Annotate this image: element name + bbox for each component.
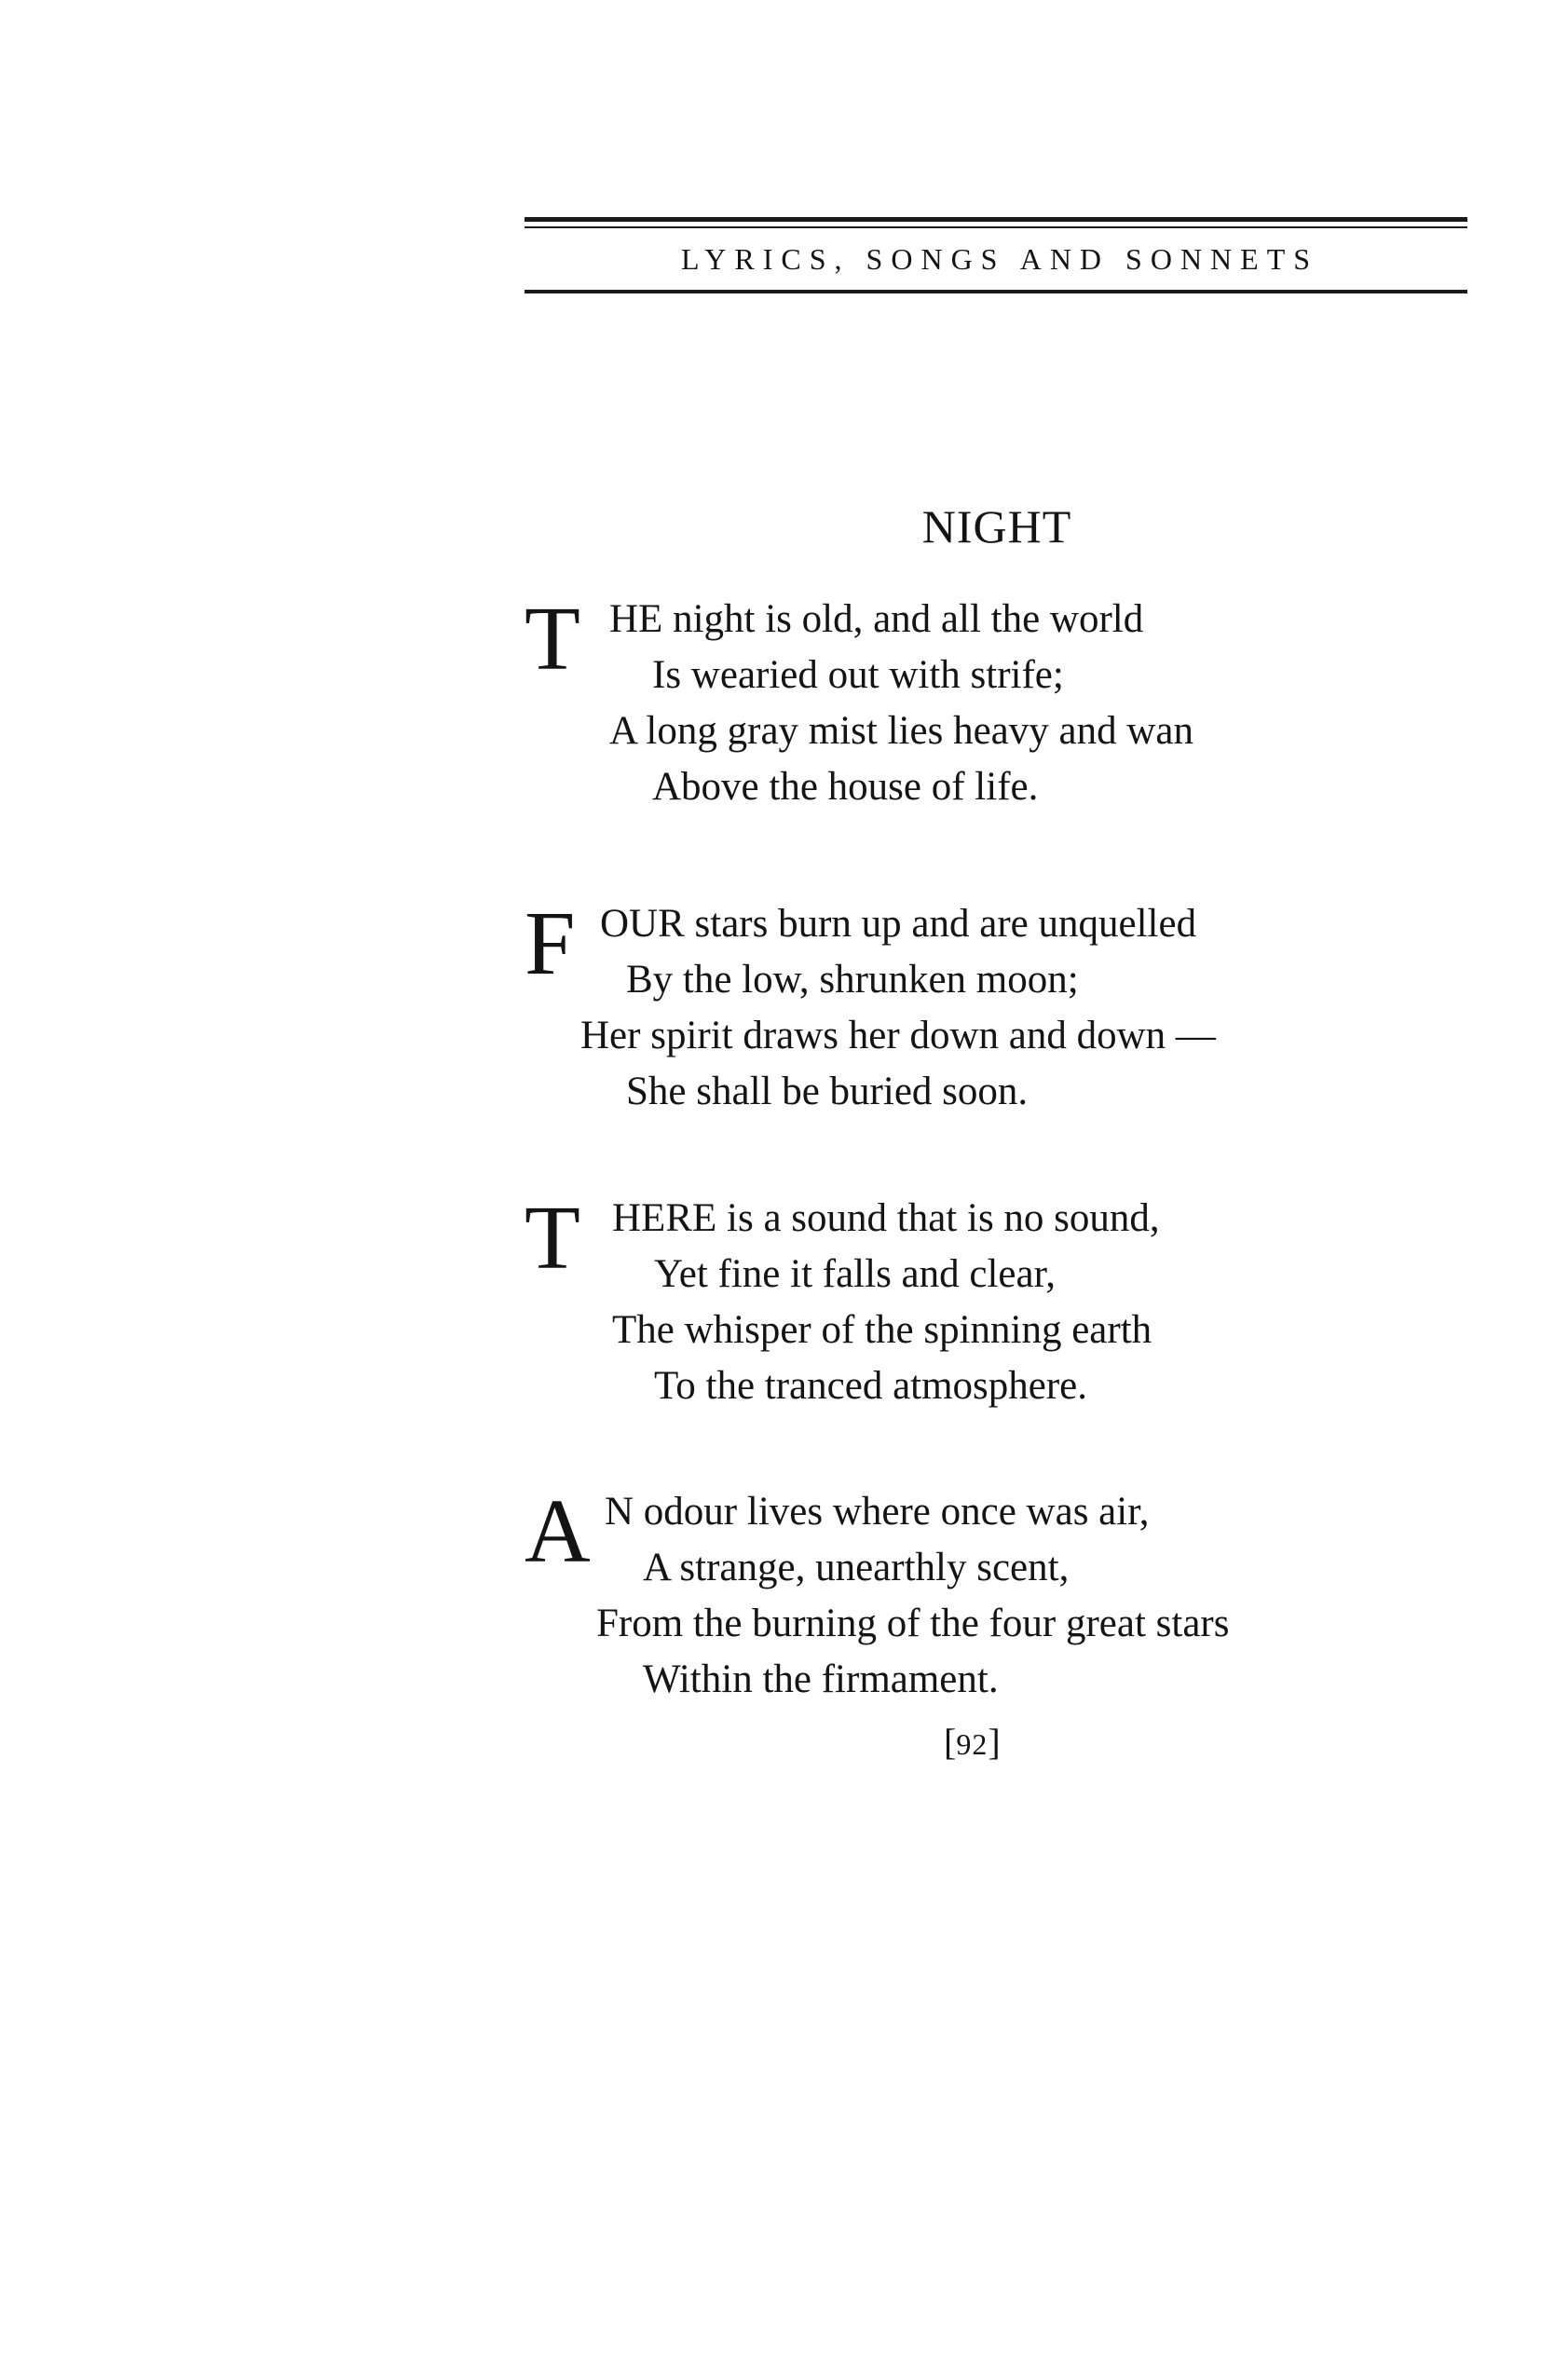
verse-line: Her spirit draws her down and down — — [580, 1014, 1216, 1057]
header-rule-top — [525, 217, 1467, 222]
drop-cap: T — [525, 589, 580, 689]
verse-line: OUR stars burn up and are unquelled — [600, 902, 1197, 946]
verse-line: To the tranced atmosphere. — [654, 1364, 1088, 1408]
poem-title: NIGHT — [921, 500, 1072, 552]
verse-line: Above the house of life. — [652, 765, 1039, 809]
verse-line: A long gray mist lies heavy and wan — [609, 709, 1193, 753]
verse-line: HERE is a sound that is no sound, — [612, 1196, 1160, 1240]
stanza-2 — [525, 893, 1456, 1129]
drop-cap: A — [525, 1481, 591, 1582]
stanza-3 — [525, 1188, 1456, 1424]
verse-line: By the low, shrunken moon; — [626, 958, 1079, 1002]
header-rule-bottom — [525, 290, 1467, 293]
folio-bracket-open: [ — [944, 1721, 957, 1763]
verse-line: She shall be buried soon. — [626, 1070, 1029, 1113]
verse-line: A strange, unearthly scent, — [643, 1546, 1070, 1589]
running-header — [525, 217, 1467, 293]
verse-line: Is wearied out with strife; — [652, 653, 1064, 697]
page-number-value: 92 — [956, 1727, 989, 1761]
drop-cap: T — [525, 1188, 580, 1289]
verse-line: Within the firmament. — [643, 1657, 999, 1701]
drop-cap: F — [525, 893, 576, 994]
verse-line: Yet fine it falls and clear, — [654, 1252, 1056, 1296]
verse-line: The whisper of the spinning earth — [612, 1308, 1152, 1352]
running-title: LYRICS, SONGS AND SONNETS — [680, 242, 1319, 276]
verse-line: HE night is old, and all the world — [609, 597, 1144, 641]
verse-line: From the burning of the four great stars — [596, 1602, 1230, 1645]
verse-line: N odour lives where once was air, — [605, 1490, 1150, 1534]
folio-bracket-close: ] — [988, 1721, 1001, 1763]
stanza-4 — [525, 1481, 1503, 1717]
page-number — [944, 1714, 1001, 1772]
stanza-1 — [525, 589, 1456, 825]
